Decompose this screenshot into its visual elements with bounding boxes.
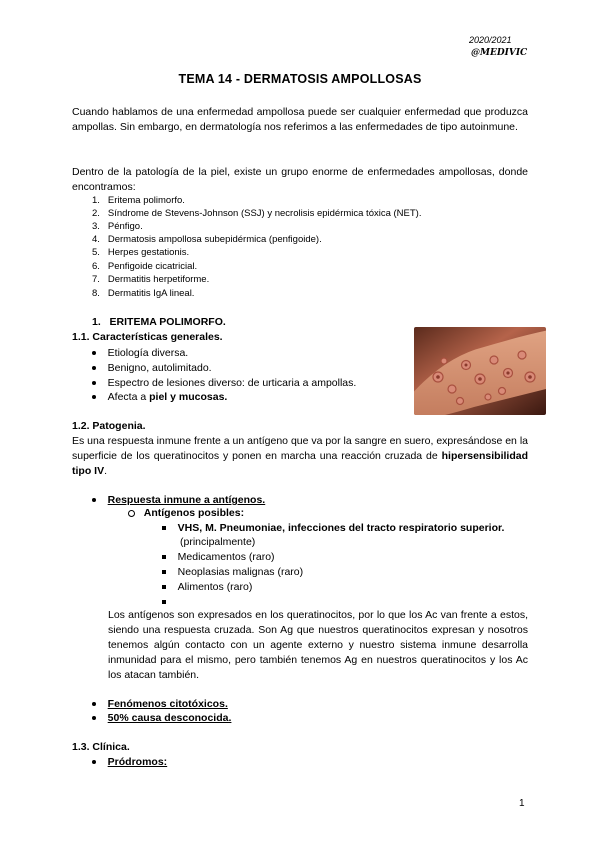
antigen-paragraph: Los antígenos son expresados en los queratinocitos, por lo que los Ac van frente a estos, siendo una respuesta cruzada. Son Ag que nuestros queratinocitos expresan y nosotros tenemos algún contacto con un agente externo y nuestro sistema inmune desarrolla inmunidad para el mismo, pero también tenemos Ag en nuestros queratinocitos y los Ac los atacan también. xyxy=(108,609,528,681)
page-number: 1 xyxy=(519,798,525,809)
list-item: 8. Dermatitis IgA lineal. xyxy=(92,288,195,299)
list-item: Medicamentos (raro) xyxy=(162,550,275,565)
clinical-photo xyxy=(414,327,546,415)
list-item: Pródromos: xyxy=(92,755,167,770)
subsection-heading-1-2: 1.2. Patogenia. xyxy=(72,420,146,432)
patogenia-paragraph: Es una respuesta inmune frente a un antígeno que va por la sangre en suero, expresándose en la superficie de los queratinocitos y ponen en marcha una reacción cruzada de hipersensibilidad tipo IV. xyxy=(72,435,528,477)
square-bullet-icon xyxy=(162,526,166,530)
list-item: Etiología diversa. xyxy=(92,346,188,361)
bullet-icon xyxy=(92,381,96,385)
subsection-heading-1-1: 1.1. Características generales. xyxy=(72,331,223,343)
list-item: 3. Pénfigo. xyxy=(92,221,143,232)
bullet-icon xyxy=(92,760,96,764)
list-item: 7. Dermatitis herpetiforme. xyxy=(92,274,210,285)
section-heading: 1. ERITEMA POLIMORFO. xyxy=(92,316,226,328)
list-item: Benigno, autolimitado. xyxy=(92,361,212,376)
intro-paragraph-1: Cuando hablamos de una enfermedad ampollosa puede ser cualquier enfermedad que produzca ampollas. Sin embargo, en dermatología nos referimos a las enfermedades de tipo autoinmune. xyxy=(72,106,528,133)
list-item: 1. Eritema polimorfo. xyxy=(92,195,185,206)
bullet-icon xyxy=(92,716,96,720)
list-item: 50% causa desconocida. xyxy=(92,711,231,726)
bullet-icon xyxy=(92,366,96,370)
list-item: Fenómenos citotóxicos. xyxy=(92,697,228,712)
header-year: 2020/2021 xyxy=(469,35,512,45)
circle-bullet-icon xyxy=(128,510,135,517)
header-author: @MEDIVIC xyxy=(471,48,528,58)
bullet-icon xyxy=(92,395,96,399)
square-bullet-icon xyxy=(162,555,166,559)
list-item: Espectro de lesiones diverso: de urticaria a ampollas. xyxy=(92,376,356,391)
intro-paragraph-2: Dentro de la patología de la piel, existe un grupo enorme de enfermedades ampollosas, donde encontramos: xyxy=(72,166,528,193)
bullet-icon xyxy=(92,498,96,502)
list-item: VHS, M. Pneumoniae, infecciones del tracto respiratorio superior. xyxy=(162,521,504,536)
bullet-icon xyxy=(92,702,96,706)
square-bullet-icon xyxy=(162,585,166,589)
list-item: Alimentos (raro) xyxy=(162,580,252,595)
bullet-icon xyxy=(92,351,96,355)
list-item: Antígenos posibles: xyxy=(128,506,244,521)
list-item: Respuesta inmune a antígenos. xyxy=(92,493,265,508)
list-item: Neoplasias malignas (raro) xyxy=(162,565,303,580)
square-bullet-icon xyxy=(162,570,166,574)
page-title: TEMA 14 - DERMATOSIS AMPOLLOSAS xyxy=(178,72,422,86)
skin-lesion-image xyxy=(414,327,546,415)
list-item: Afecta a piel y mucosas. xyxy=(92,390,227,405)
antigen-note: (principalmente) xyxy=(180,536,256,548)
list-item: 4. Dermatosis ampollosa subepidérmica (penfigoide). xyxy=(92,234,322,245)
square-bullet-icon xyxy=(162,600,166,604)
list-item: 6. Penfigoide cicatricial. xyxy=(92,261,198,272)
list-item: 2. Síndrome de Stevens-Johnson (SSJ) y necrolisis epidérmica tóxica (NET). xyxy=(92,208,422,219)
list-item: 5. Herpes gestationis. xyxy=(92,247,190,258)
subsection-heading-1-3: 1.3. Clínica. xyxy=(72,741,130,753)
